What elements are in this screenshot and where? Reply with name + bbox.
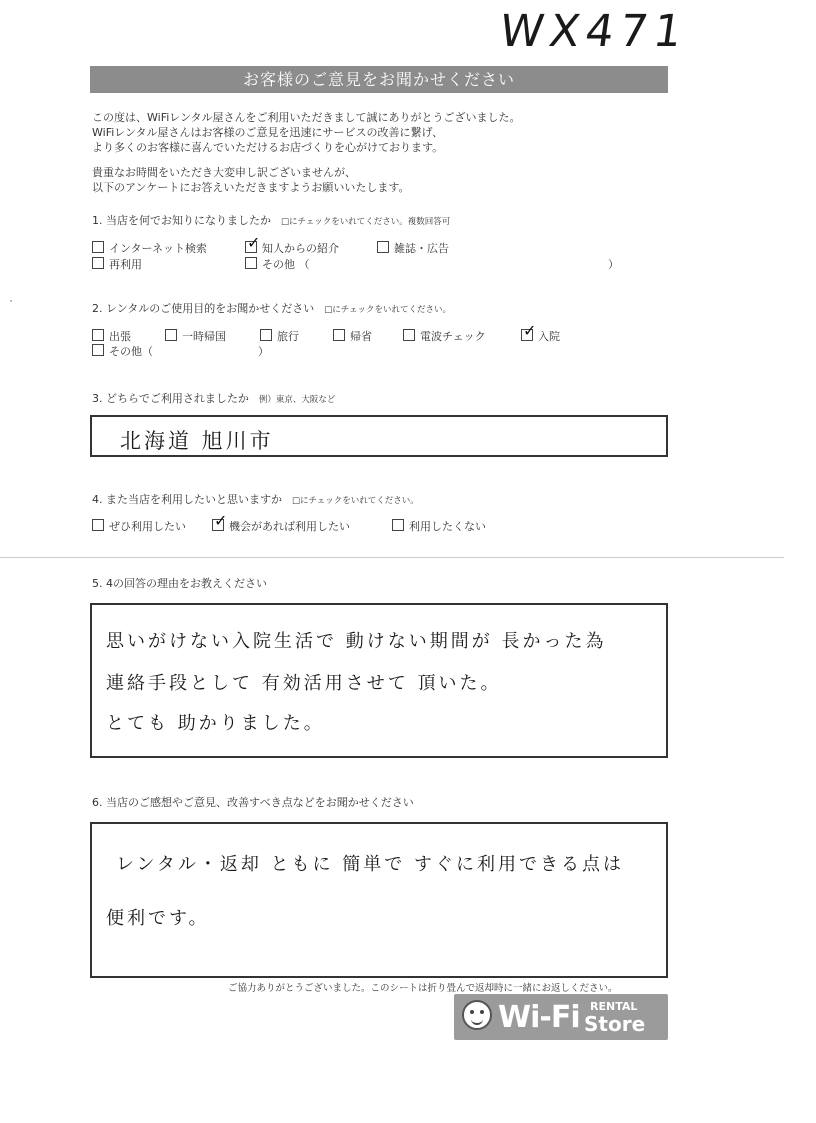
checkbox-icon[interactable] — [92, 329, 104, 341]
q2-option-hospitalization[interactable]: ✓ 入院 — [521, 328, 560, 344]
question-3-note: 例）東京、大阪など — [258, 395, 336, 405]
logo-rental: RENTAL — [590, 1000, 638, 1013]
q2-option-other[interactable]: その他（ — [92, 343, 153, 359]
mascot-face-icon — [462, 1000, 492, 1030]
question-2 — [92, 300, 451, 316]
question-5 — [92, 575, 267, 591]
q2-option-homecoming[interactable]: 帰省 — [333, 328, 372, 344]
q1-option-referral[interactable]: ✓ 知人からの紹介 — [245, 240, 339, 256]
q4-option-definitely[interactable]: ぜひ利用したい — [92, 518, 186, 534]
q1-option-magazine-ad[interactable]: 雑誌・広告 — [377, 240, 449, 256]
question-3 — [92, 390, 335, 406]
location-answer-box[interactable] — [90, 415, 668, 457]
intro-line: WiFiレンタル屋さんはお客様のご意見を迅速にサービスの改善に繋げ、 — [92, 126, 444, 139]
intro-line: この度は、WiFiレンタル屋さんをご利用いただきまして誠にありがとうございました。 — [92, 111, 521, 124]
reason-line-1: 思いがけない入院生活で 動けない期間が 長かった為 — [106, 631, 607, 652]
intro-line: より多くのお客様に喜んでいただけるお店づくりを心がけております。 — [92, 141, 444, 154]
checkbox-icon[interactable] — [333, 329, 345, 341]
question-4 — [92, 491, 419, 507]
question-3-label: 3. どちらでご利用されましたか — [92, 392, 249, 405]
question-6 — [92, 794, 414, 810]
question-6-label: 6. 当店のご感想やご意見、改善すべき点などをお聞かせください — [92, 796, 414, 809]
q2-option-business-trip[interactable]: 出張 — [92, 328, 131, 344]
footer-thanks: ご協力ありがとうございました。このシートは折り畳んで返却時に一緒にお返しください。 — [228, 983, 618, 994]
reason-answer-box[interactable] — [90, 603, 668, 758]
q4-option-if-opportunity[interactable]: ✓ 機会があれば利用したい — [212, 518, 350, 534]
checkbox-icon[interactable] — [92, 519, 104, 531]
q2-option-travel[interactable]: 旅行 — [260, 328, 299, 344]
checkbox-icon[interactable] — [165, 329, 177, 341]
intro-paragraph-1 — [92, 110, 521, 155]
feedback-line-1: レンタル・返却 ともに 簡単で すぐに利用できる点は — [116, 854, 624, 875]
reason-line-3: とても 助かりました。 — [106, 713, 325, 734]
checked-checkbox-icon[interactable] — [212, 519, 224, 531]
checkbox-icon[interactable] — [92, 257, 104, 269]
checkbox-icon[interactable] — [403, 329, 415, 341]
location-answer: 北海道 旭川市 — [120, 429, 274, 453]
question-5-label: 5. 4の回答の理由をお教えください — [92, 577, 267, 590]
handwritten-document-code: WX471 — [496, 6, 692, 57]
checked-checkbox-icon[interactable] — [521, 329, 533, 341]
question-1 — [92, 212, 450, 228]
q4-option-not-use[interactable]: 利用したくない — [392, 518, 486, 534]
q2-option-temporary-return[interactable]: 一時帰国 — [165, 328, 226, 344]
fold-line — [0, 557, 784, 558]
survey-title: お客様のご意見をお聞かせください — [90, 66, 668, 93]
logo-store: Store — [584, 1012, 646, 1036]
intro-line: 以下のアンケートにお答えいただきますようお願いいたします。 — [92, 181, 410, 194]
q1-other-close-paren: ） — [608, 258, 619, 271]
checked-checkbox-icon[interactable] — [245, 241, 257, 253]
q2-other-close-paren: ） — [258, 345, 269, 358]
checkbox-icon[interactable] — [260, 329, 272, 341]
question-4-label: 4. また当店を利用したいと思いますか — [92, 493, 282, 506]
checkbox-icon[interactable] — [92, 241, 104, 253]
logo-brand: Wi-Fi — [498, 1000, 580, 1035]
question-2-label: 2. レンタルのご使用目的をお聞かせください — [92, 302, 315, 315]
question-4-note: □にチェックをいれてください。 — [292, 496, 419, 506]
checkbox-icon[interactable] — [92, 344, 104, 356]
scan-speck — [10, 300, 12, 302]
question-2-note: □にチェックをいれてください。 — [324, 305, 452, 315]
q1-option-reuse[interactable]: 再利用 — [92, 256, 142, 272]
q1-option-internet-search[interactable]: インターネット検索 — [92, 240, 207, 256]
q2-option-signal-check[interactable]: 電波チェック — [403, 328, 486, 344]
question-1-label: 1. 当店を何でお知りになりましたか — [92, 214, 271, 227]
feedback-line-2: 便利です。 — [106, 908, 210, 929]
intro-line: 貴重なお時間をいただき大変申し訳ございませんが、 — [92, 166, 356, 179]
question-1-note: □にチェックをいれてください。複数回答可 — [281, 217, 451, 227]
reason-line-2: 連絡手段として 有効活用させて 頂いた。 — [106, 673, 502, 694]
q1-option-other[interactable]: その他 （ — [245, 256, 310, 272]
checkbox-icon[interactable] — [377, 241, 389, 253]
feedback-answer-box[interactable] — [90, 822, 668, 978]
checkbox-icon[interactable] — [392, 519, 404, 531]
intro-paragraph-2 — [92, 165, 409, 195]
checkbox-icon[interactable] — [245, 257, 257, 269]
wifi-rental-store-logo — [454, 994, 668, 1040]
